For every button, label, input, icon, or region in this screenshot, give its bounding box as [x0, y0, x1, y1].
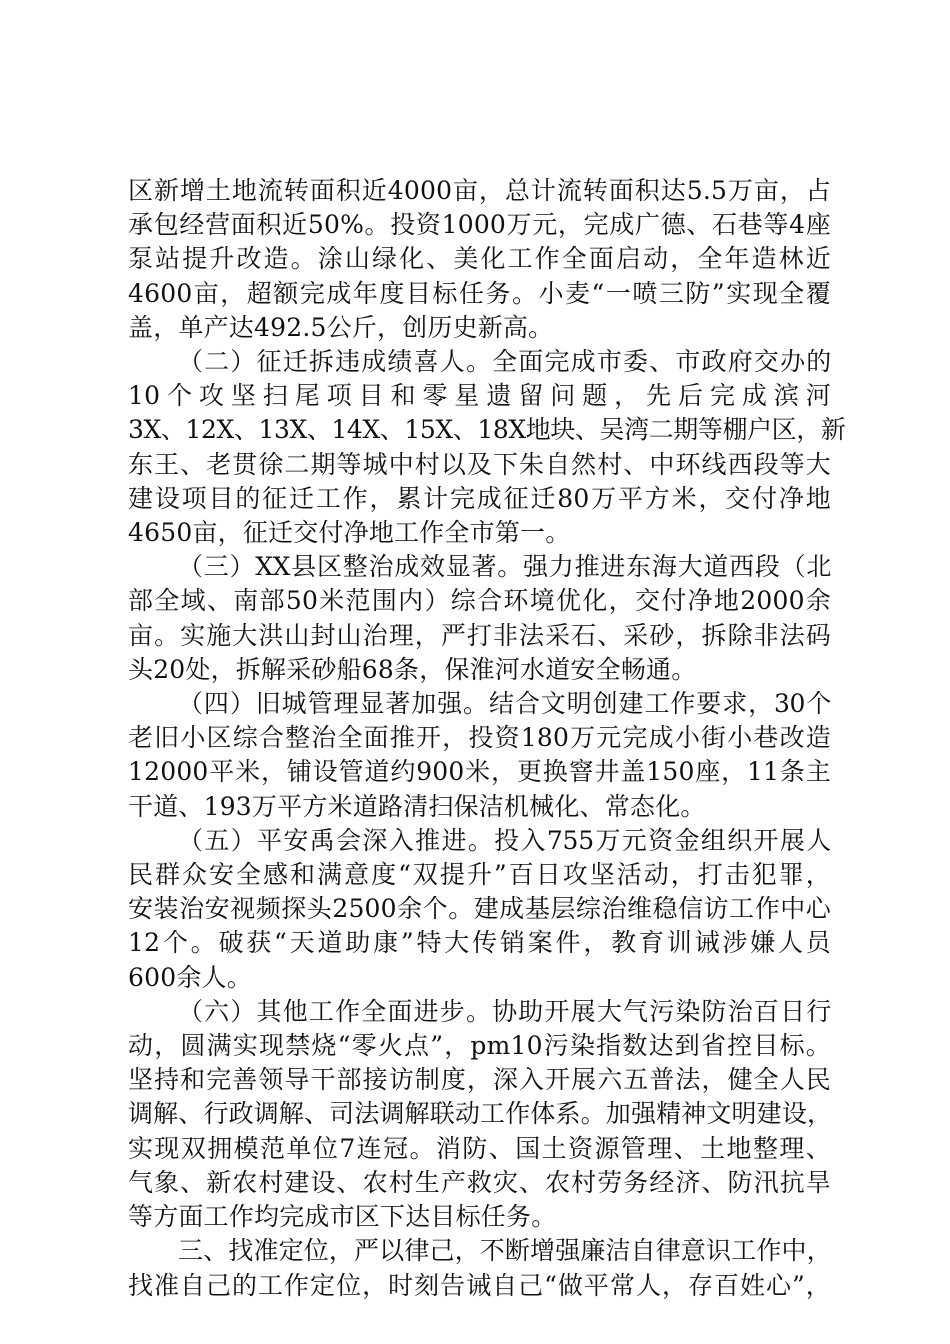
text-line: 部全域、南部50米范围内）综合环境优化，交付净地2000余: [128, 586, 831, 616]
text-line: 盖，单产达492.5公斤，创历史新高。: [128, 312, 554, 342]
text-line: （六）其他工作全面进步。协助开展大气污染防治百日行: [178, 996, 831, 1026]
document-page: [128, 174, 846, 1303]
text-line: 找准自己的工作定位，时刻告诫自己“做平常人，存百姓心”，: [128, 1270, 831, 1300]
text-line: 实现双拥模范单位7连冠。消防、国土资源管理、土地整理、: [128, 1133, 831, 1163]
text-line: 民群众安全感和满意度“双提升”百日攻坚活动，打击犯罪，: [128, 860, 831, 890]
text-line: 建设项目的征迁工作，累计完成征迁80万平方米，交付净地: [128, 483, 831, 513]
text-line: （四）旧城管理显著加强。结合文明创建工作要求，30个: [178, 689, 831, 719]
text-line: 12000平米，铺设管道约900米，更换窨井盖150座，11条主: [128, 757, 831, 787]
paragraph-3: [128, 550, 831, 687]
text-line: 气象、新农村建设、农村生产救灾、农村劳务经济、防汛抗旱: [128, 1167, 831, 1197]
text-line: 4600亩，超额完成年度目标任务。小麦“一喷三防”实现全覆: [128, 278, 831, 308]
text-line: 10个攻坚扫尾项目和零星遗留问题，先后完成滨河: [128, 381, 831, 411]
paragraph-1: [128, 174, 831, 345]
text-line: 老旧小区综合整治全面推开，投资180万元完成小街小巷改造: [128, 723, 831, 753]
text-line: 泵站提升改造。涂山绿化、美化工作全面启动，全年造林近: [128, 244, 831, 274]
text-line: 干道、193万平方米道路清扫保洁机械化、常态化。: [128, 791, 706, 821]
text-line: 三、找准定位，严以律己，不断增强廉洁自律意识工作中，: [178, 1236, 831, 1266]
text-line: 600余人。: [128, 962, 252, 992]
paragraph-4: [128, 687, 831, 824]
text-line: 动，圆满实现禁烧“零火点”，pm10污染指数达到省控目标。: [128, 1031, 831, 1061]
text-line: 安装治安视频探头2500余个。建成基层综治维稳信访工作中心: [128, 894, 831, 924]
text-line: 头20处，拆解采砂船68条，保淮河水道安全畅通。: [128, 654, 697, 684]
paragraph-6: [128, 995, 831, 1234]
text-line: 3X、12X、13X、14X、15X、18X地块、吴湾二期等棚户区，新: [128, 415, 846, 445]
text-line: 等方面工作均完成市区下达目标任务。: [128, 1202, 557, 1232]
paragraph-5: [128, 824, 831, 995]
paragraph-7: [128, 1234, 831, 1302]
text-line: 4650亩，征迁交付净地工作全市第一。: [128, 518, 571, 548]
text-line: （二）征迁拆违成绩喜人。全面完成市委、市政府交办的: [178, 347, 831, 377]
paragraph-2: [128, 345, 846, 550]
text-line: 区新增土地流转面积近4000亩，总计流转面积达5.5万亩，占: [128, 176, 831, 205]
text-line: 东王、老贯徐二期等城中村以及下朱自然村、中环线西段等大: [128, 449, 831, 479]
text-line: （三）XX县区整治成效显著。强力推进东海大道西段（北: [178, 552, 831, 582]
text-line: （五）平安禹会深入推进。投入755万元资金组织开展人: [178, 825, 831, 855]
text-line: 亩。实施大洪山封山治理，严打非法采石、采砂，拆除非法码: [128, 620, 831, 650]
text-line: 12个。破获“天道助康”特大传销案件，教育训诫涉嫌人员: [128, 928, 831, 958]
text-line: 坚持和完善领导干部接访制度，深入开展六五普法，健全人民: [128, 1065, 831, 1095]
text-line: 承包经营面积近50%。投资1000万元，完成广德、石巷等4座: [128, 210, 831, 240]
text-line: 调解、行政调解、司法调解联动工作体系。加强精神文明建设，: [128, 1099, 833, 1129]
